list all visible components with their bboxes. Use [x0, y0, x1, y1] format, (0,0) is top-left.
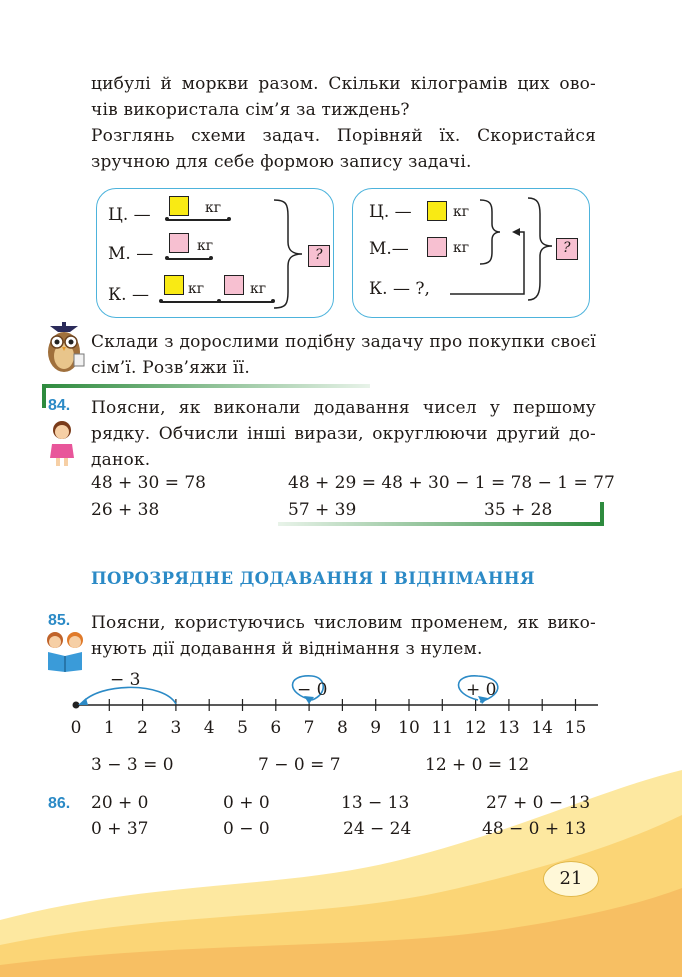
page-number: 21: [559, 868, 583, 889]
scheme-left-yellow-square-2: [164, 275, 184, 295]
scheme-left-unit-3: кг: [188, 281, 205, 297]
task-86-number: 86.: [48, 795, 71, 812]
owl-task-line-1: Склади з дорослими подібну задачу про покупки своєї: [91, 332, 596, 352]
ray-label-2: 2: [137, 718, 148, 738]
task-86-r2c1: 0 + 37: [91, 819, 149, 839]
scheme-right-unit-1: кг: [453, 204, 470, 220]
scheme-left-dot: [165, 256, 169, 260]
arc-minus-0-label: − 0: [297, 680, 328, 700]
scheme-right-row1-label: Ц. —: [369, 202, 412, 222]
divider-bar-top-left: [42, 384, 46, 408]
scheme-left-brace: [272, 198, 312, 310]
scheme-right-unit-2: кг: [453, 240, 470, 256]
task-85-line-1: Поясни, користуючись числовим променем, як вико-: [91, 613, 596, 633]
scheme-left-unit-2: кг: [197, 238, 214, 254]
intro-line-3: Розглянь схеми задач. Порівняй їх. Скористайся: [91, 126, 596, 146]
kids-reading-icon: [40, 628, 90, 672]
task-84-expr-5: 35 + 28: [484, 500, 553, 520]
ray-label-12: 12: [464, 718, 487, 738]
task-84-line-2: рядку. Обчисли інші вирази, округлюючи другий до-: [91, 424, 596, 444]
task-85-line-2: нують дії додавання й віднімання з нулем.: [91, 639, 483, 659]
ray-label-0: 0: [70, 718, 82, 738]
ray-label-15: 15: [564, 718, 587, 738]
ray-label-6: 6: [270, 718, 282, 738]
ray-label-3: 3: [170, 718, 182, 738]
task-84-number: 84.: [48, 397, 71, 414]
task-86-r1c1: 20 + 0: [91, 793, 149, 813]
task-86-r2c4: 48 − 0 + 13: [482, 819, 587, 839]
scheme-left-pink-square-2: [224, 275, 244, 295]
number-ray: [60, 668, 620, 718]
scheme-right-question: ?: [563, 240, 571, 256]
task-84-line-1: Поясни, як виконали додавання чисел у першому: [91, 398, 596, 418]
scheme-left-unit-4: кг: [250, 281, 267, 297]
scheme-left-segment-1: [167, 219, 229, 221]
ray-tick-labels: [0, 718, 682, 744]
scheme-right-row2-label: М.—: [369, 239, 409, 259]
ray-label-13: 13: [498, 718, 520, 738]
task-85-eq-3: 12 + 0 = 12: [425, 755, 530, 775]
scheme-left-dot: [209, 256, 213, 260]
owl-icon: [40, 320, 88, 376]
task-84-expr-1: 48 + 30 = 78: [91, 473, 206, 493]
ray-label-14: 14: [531, 718, 553, 738]
ray-label-1: 1: [103, 718, 115, 738]
section-title: ПОРОЗРЯДНЕ ДОДАВАННЯ І ВІДНІМАННЯ: [91, 569, 535, 588]
task-84-expr-2: 48 + 29 = 48 + 30 − 1 = 78 − 1 = 77: [288, 473, 615, 493]
scheme-left-row2-label: М. —: [108, 244, 154, 264]
girl-icon: [44, 418, 80, 468]
ray-label-10: 10: [398, 718, 420, 738]
scheme-right-row3-label: К. — ?,: [369, 279, 430, 299]
ray-label-4: 4: [203, 718, 215, 738]
divider-bar-top: [42, 384, 370, 388]
intro-line-1: цибулі й моркви разом. Скільки кілограмів цих ово-: [91, 74, 596, 94]
task-86-r1c2: 0 + 0: [223, 793, 270, 813]
task-86-r1c4: 27 + 0 − 13: [486, 793, 591, 813]
scheme-left-pink-square-1: [169, 233, 189, 253]
task-86-r2c3: 24 − 24: [343, 819, 412, 839]
task-85-number: 85.: [48, 612, 71, 629]
owl-task-line-2: сім’ї. Розв’яжи її.: [91, 358, 250, 378]
intro-line-2: чів використала сім’я за тиждень?: [91, 100, 410, 120]
scheme-left-segment-2: [167, 258, 211, 260]
task-85-eq-1: 3 − 3 = 0: [91, 755, 174, 775]
task-84-expr-3: 26 + 38: [91, 500, 160, 520]
scheme-left-row3-label: К. —: [108, 285, 149, 305]
divider-bar-bottom: [278, 522, 604, 526]
task-84-line-3: данок.: [91, 450, 151, 470]
scheme-left-dot: [227, 217, 231, 221]
task-84-expr-4: 57 + 39: [288, 500, 357, 520]
divider-bar-bottom-right: [600, 502, 604, 526]
task-86-r2c2: 0 − 0: [223, 819, 270, 839]
ray-label-8: 8: [336, 718, 348, 738]
scheme-left-dot: [165, 217, 169, 221]
ray-label-7: 7: [303, 718, 315, 738]
intro-line-4: зручною для себе формою запису задачі.: [91, 152, 472, 172]
task-85-eq-2: 7 − 0 = 7: [258, 755, 341, 775]
arc-plus-0-label: + 0: [466, 680, 497, 700]
ray-label-9: 9: [370, 718, 382, 738]
scheme-left-dot: [217, 299, 221, 303]
task-86-r1c3: 13 − 13: [341, 793, 410, 813]
scheme-left-dot: [159, 299, 163, 303]
ray-label-5: 5: [237, 718, 248, 738]
scheme-left-unit-1: кг: [205, 200, 222, 216]
scheme-left-yellow-square-1: [169, 196, 189, 216]
scheme-left-question: ?: [315, 247, 323, 263]
scheme-left-row1-label: Ц. —: [108, 205, 151, 225]
ray-label-11: 11: [431, 718, 454, 738]
arc-minus-3-label: − 3: [110, 670, 141, 690]
